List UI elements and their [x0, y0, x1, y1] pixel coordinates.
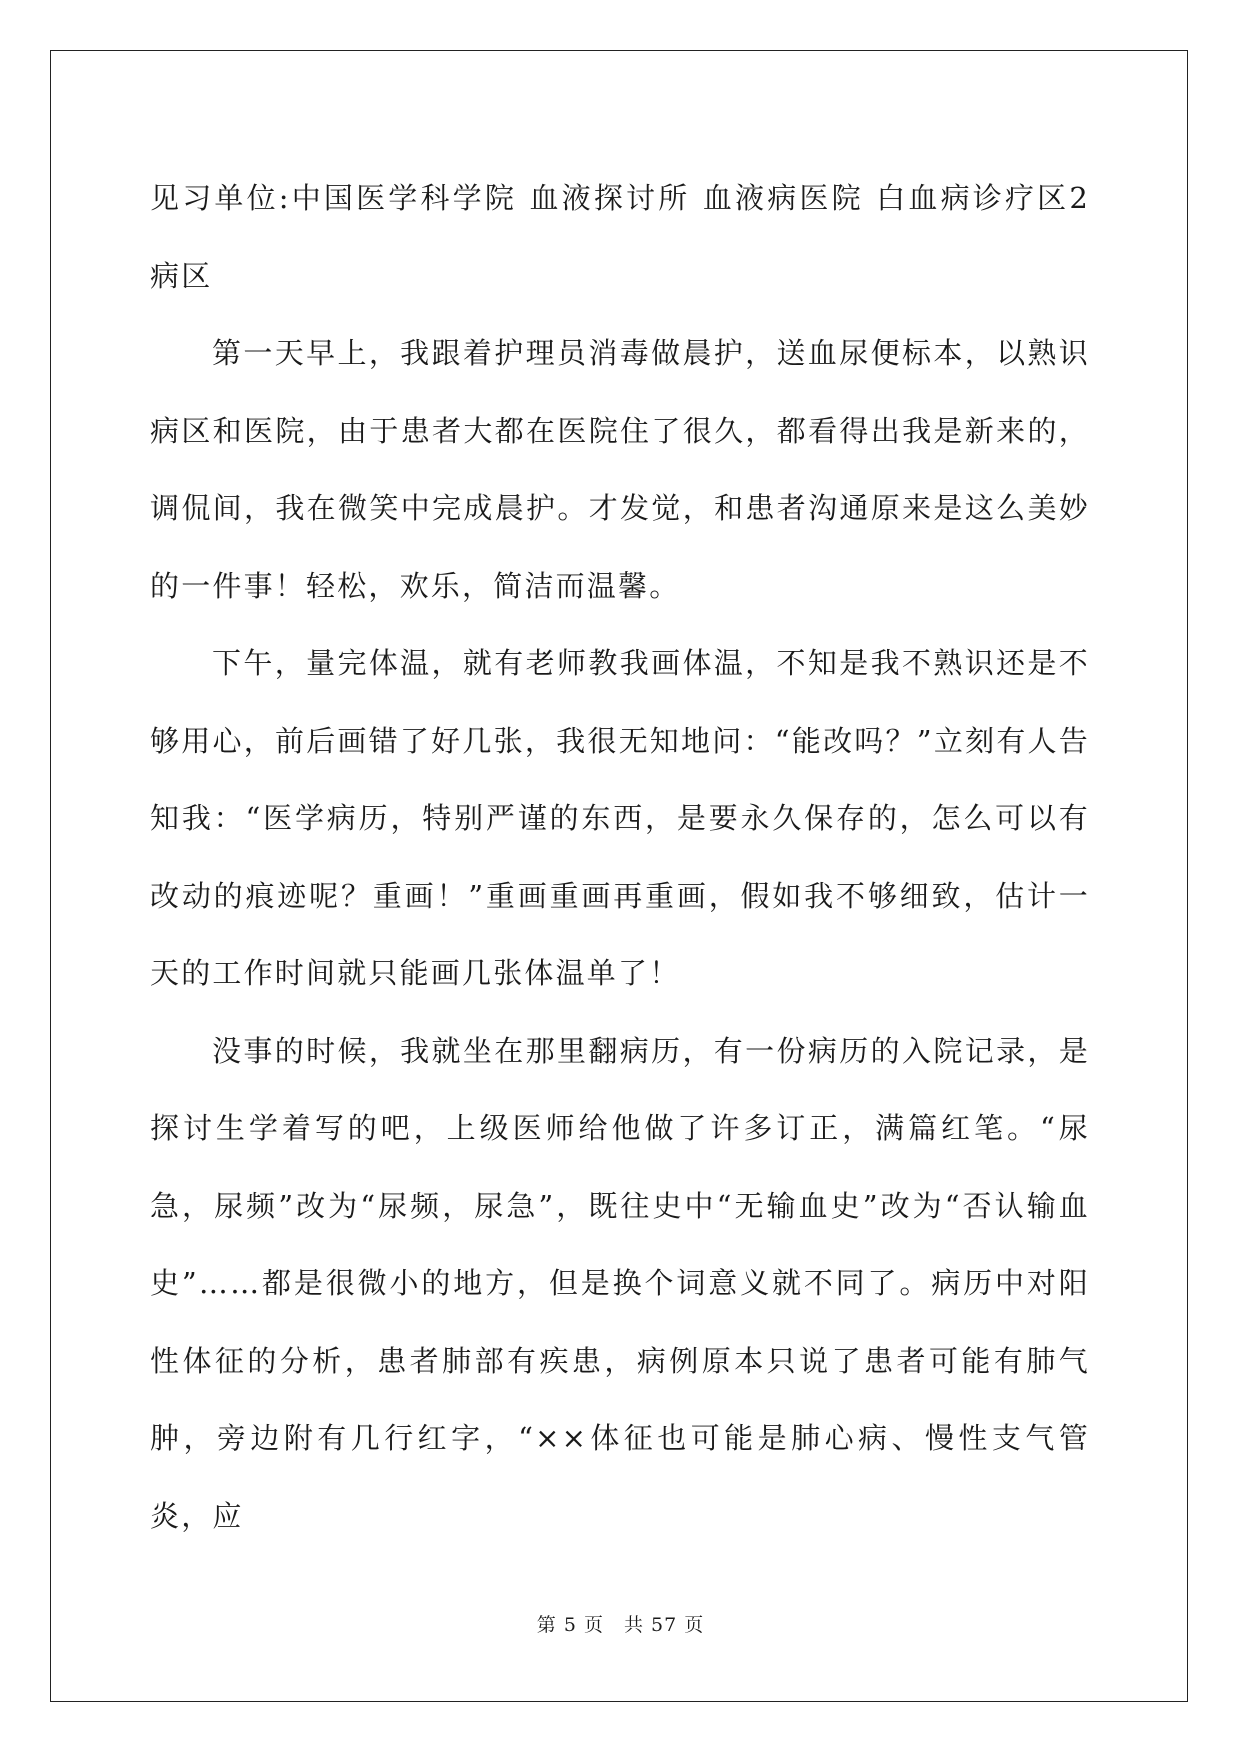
- document-body: [150, 160, 1090, 1555]
- paragraph-reading-records: 没事的时候，我就坐在那里翻病历，有一份病历的入院记录，是探讨生学着写的吧，上级医师给他做了许多订正，满篇红笔。“尿急，尿频”改为“尿频，尿急”，既往史中“无输血史”改为“否认输血史”……都是很微小的地方，但是换个词意义就不同了。病历中对阳性体征的分析，患者肺部有疾患，病例原本只说了患者可能有肺气肿，旁边附有几行红字，“××体征也可能是肺心病、慢性支气管炎，应: [150, 1033, 1090, 1533]
- paragraph-afternoon-temperature: 下午，量完体温，就有老师教我画体温，不知是我不熟识还是不够用心，前后画错了好几张，我很无知地问：“能改吗？”立刻有人告知我：“医学病历，特别严谨的东西，是要永久保存的，怎么可以有改动的痕迹呢？重画！”重画重画再重画，假如我不够细致，估计一天的工作时间就只能画几张体温单了！: [150, 646, 1090, 990]
- page-number-footer: 第 5 页 共 57 页: [536, 1614, 705, 1636]
- paragraph-internship-unit: 见习单位:中国医学科学院 血液探讨所 血液病医院 白血病诊疗区2病区: [150, 181, 1090, 293]
- paragraph-first-morning: 第一天早上，我跟着护理员消毒做晨护，送血尿便标本，以熟识病区和医院，由于患者大都在医院住了很久，都看得出我是新来的，调侃间，我在微笑中完成晨护。才发觉，和患者沟通原来是这么美妙的一件事！轻松，欢乐，简洁而温馨。: [150, 336, 1090, 603]
